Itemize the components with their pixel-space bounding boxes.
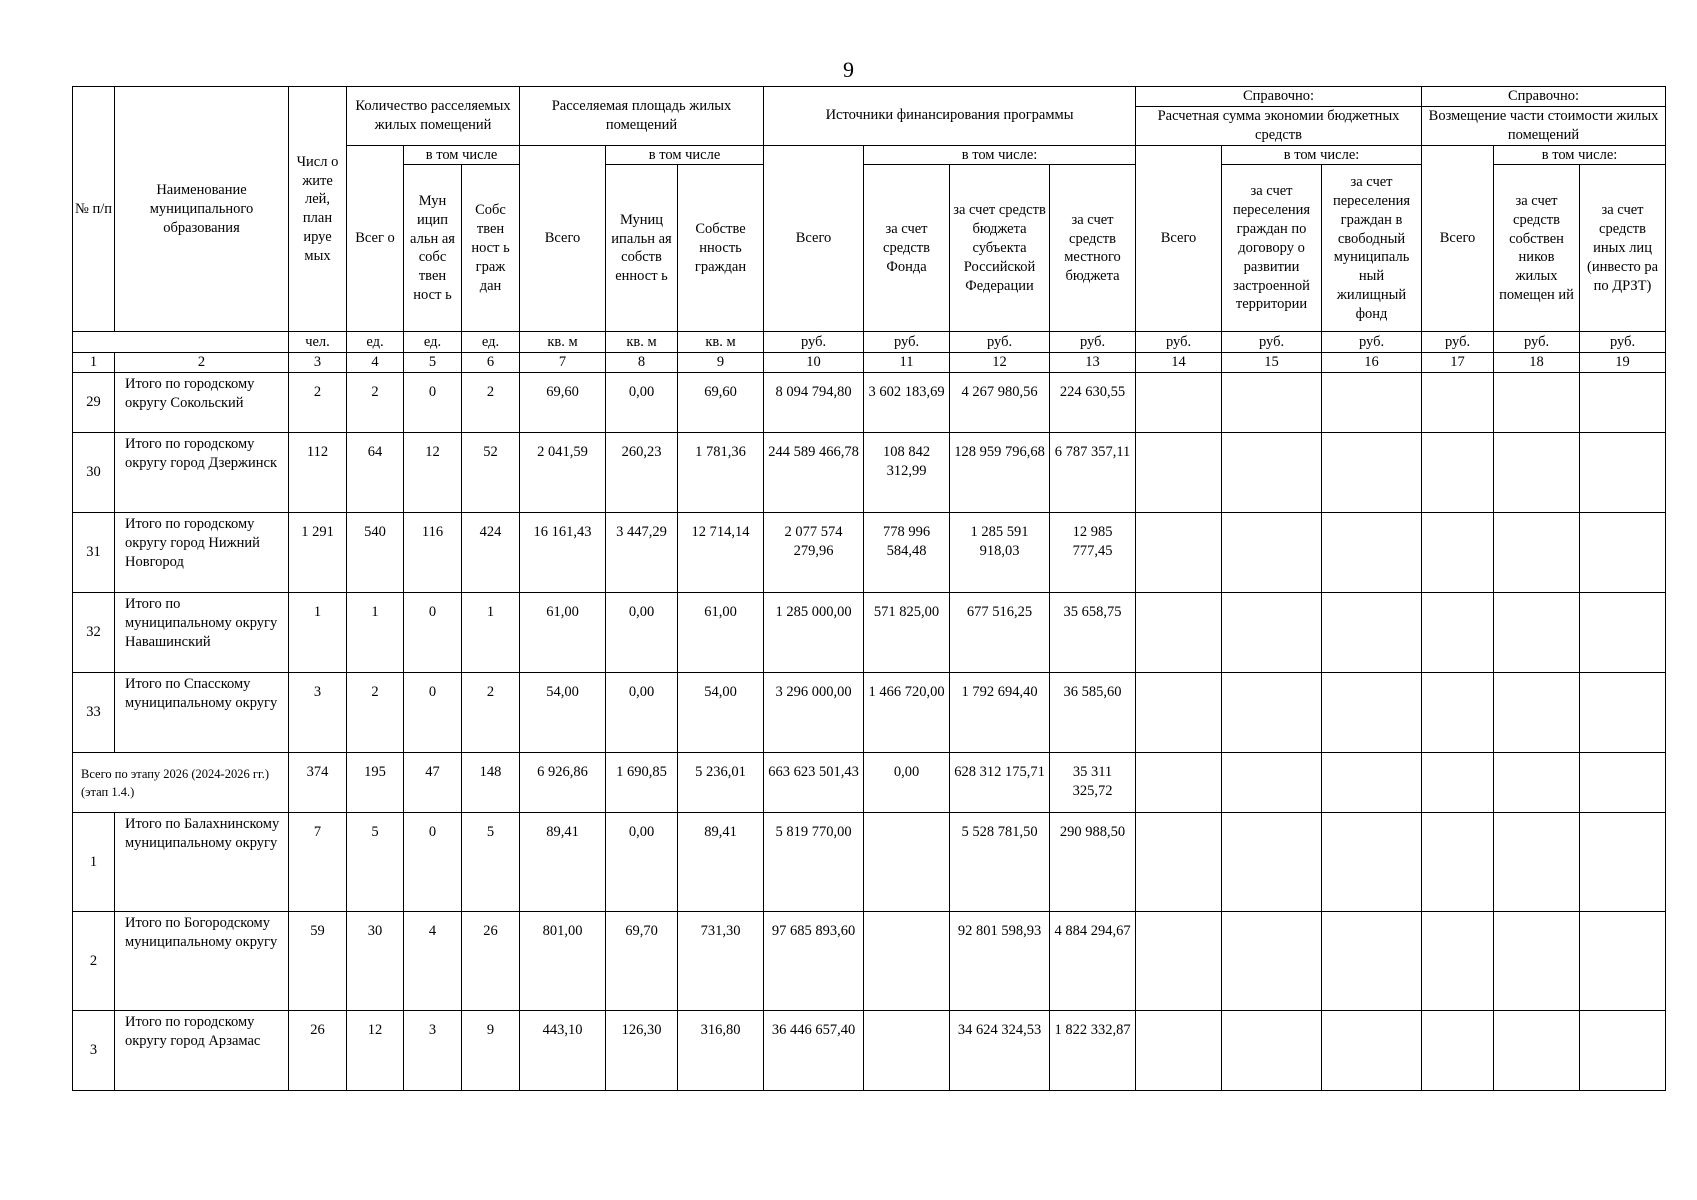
column-number: 14	[1136, 353, 1222, 373]
column-number: 2	[115, 353, 289, 373]
cell-rooms-mun: 47	[404, 753, 462, 813]
cell-fin-fund	[864, 813, 950, 912]
municipality-name: Итого по Богородскому муниципальному округу	[115, 912, 289, 1011]
cell-empty	[1494, 373, 1580, 433]
header-econ-total: Всего	[1136, 145, 1222, 332]
column-number: 7	[520, 353, 606, 373]
municipality-name: Итого по городскому округу город Арзамас	[115, 1011, 289, 1091]
header-rooms-mun: Мун ицип альн ая собс твен ност ь	[404, 165, 462, 332]
cell-fin-local: 36 585,60	[1050, 673, 1136, 753]
row-number: 2	[73, 912, 115, 1011]
cell-fin-total: 1 285 000,00	[764, 593, 864, 673]
cell-fin-total: 3 296 000,00	[764, 673, 864, 753]
cell-empty	[1136, 753, 1222, 813]
header-area-incl: в том числе	[606, 145, 764, 165]
cell-area-own: 316,80	[678, 1011, 764, 1091]
cell-empty	[1494, 912, 1580, 1011]
column-number: 16	[1322, 353, 1422, 373]
cell-rooms-total: 195	[347, 753, 404, 813]
cell-empty	[1322, 673, 1422, 753]
cell-rooms-own: 148	[462, 753, 520, 813]
cell-empty	[1222, 513, 1322, 593]
unit-cell: ед.	[462, 332, 520, 353]
unit-cell: ед.	[347, 332, 404, 353]
unit-cell: руб.	[1222, 332, 1322, 353]
unit-cell: руб.	[1580, 332, 1666, 353]
cell-area-total: 89,41	[520, 813, 606, 912]
cell-area-total: 69,60	[520, 373, 606, 433]
table-row	[73, 813, 1666, 912]
cell-fin-local: 1 822 332,87	[1050, 1011, 1136, 1091]
header-fin-local: за счет средств местного бюджета	[1050, 165, 1136, 332]
cell-fin-fund: 778 996 584,48	[864, 513, 950, 593]
header-comp-b: за счет средств иных лиц (инвесто ра по ДРЗТ)	[1580, 165, 1666, 332]
header-econ-incl: в том числе:	[1222, 145, 1422, 165]
unit-cell: руб.	[950, 332, 1050, 353]
cell-rooms-mun: 0	[404, 373, 462, 433]
cell-fin-subject: 128 959 796,68	[950, 433, 1050, 513]
cell-fin-local: 35 311 325,72	[1050, 753, 1136, 813]
cell-rooms-total: 2	[347, 673, 404, 753]
column-number: 6	[462, 353, 520, 373]
cell-fin-subject: 1 792 694,40	[950, 673, 1050, 753]
table-row	[73, 593, 1666, 673]
cell-empty	[1322, 513, 1422, 593]
cell-people: 374	[289, 753, 347, 813]
cell-fin-fund: 108 842 312,99	[864, 433, 950, 513]
cell-people: 26	[289, 1011, 347, 1091]
cell-empty	[1222, 593, 1322, 673]
table-row	[73, 673, 1666, 753]
cell-fin-fund: 0,00	[864, 753, 950, 813]
table-row	[73, 1011, 1666, 1091]
column-number: 10	[764, 353, 864, 373]
header-comp-group: Возмещение части стоимости жилых помещений	[1422, 106, 1666, 145]
cell-fin-local: 6 787 357,11	[1050, 433, 1136, 513]
unit-cell: руб.	[864, 332, 950, 353]
cell-empty	[1136, 593, 1222, 673]
cell-fin-subject: 5 528 781,50	[950, 813, 1050, 912]
cell-empty	[1494, 673, 1580, 753]
header-comp-a: за счет средств собствен ников жилых помещен ий	[1494, 165, 1580, 332]
table-row	[73, 513, 1666, 593]
header-area-own: Собстве нность граждан	[678, 165, 764, 332]
column-number: 11	[864, 353, 950, 373]
cell-empty	[1136, 373, 1222, 433]
cell-empty	[1136, 912, 1222, 1011]
unit-cell: руб.	[1322, 332, 1422, 353]
cell-area-total: 2 041,59	[520, 433, 606, 513]
header-fin-subject: за счет средств бюджета субъекта Российской Федерации	[950, 165, 1050, 332]
cell-empty	[1494, 513, 1580, 593]
page-number: 9	[843, 57, 854, 82]
cell-empty	[1222, 673, 1322, 753]
cell-rooms-own: 52	[462, 433, 520, 513]
cell-empty	[1136, 433, 1222, 513]
cell-empty	[1494, 1011, 1580, 1091]
row-number: 32	[73, 593, 115, 673]
unit-cell: чел.	[289, 332, 347, 353]
cell-area-mun: 3 447,29	[606, 513, 678, 593]
cell-empty	[1322, 593, 1422, 673]
cell-rooms-mun: 0	[404, 673, 462, 753]
cell-rooms-mun: 116	[404, 513, 462, 593]
cell-rooms-total: 30	[347, 912, 404, 1011]
cell-area-mun: 1 690,85	[606, 753, 678, 813]
cell-area-mun: 0,00	[606, 593, 678, 673]
total-label: Всего по этапу 2026 (2024-2026 гг.) (этап 1.4.)	[73, 753, 289, 813]
cell-fin-total: 244 589 466,78	[764, 433, 864, 513]
cell-fin-local: 224 630,55	[1050, 373, 1136, 433]
cell-fin-total: 8 094 794,80	[764, 373, 864, 433]
units-blank	[73, 332, 289, 353]
cell-rooms-own: 26	[462, 912, 520, 1011]
column-number: 15	[1222, 353, 1322, 373]
cell-rooms-own: 2	[462, 673, 520, 753]
cell-empty	[1422, 593, 1494, 673]
cell-fin-total: 2 077 574 279,96	[764, 513, 864, 593]
cell-empty	[1422, 813, 1494, 912]
row-number: 30	[73, 433, 115, 513]
cell-area-mun: 126,30	[606, 1011, 678, 1091]
table-row	[73, 433, 1666, 513]
cell-empty	[1222, 433, 1322, 513]
cell-fin-fund	[864, 912, 950, 1011]
cell-empty	[1494, 593, 1580, 673]
header-econ-b: за счет переселения граждан в свободный муниципаль ный жилищный фонд	[1322, 165, 1422, 332]
cell-area-mun: 0,00	[606, 673, 678, 753]
column-number: 1	[73, 353, 115, 373]
cell-fin-fund: 3 602 183,69	[864, 373, 950, 433]
cell-area-mun: 0,00	[606, 373, 678, 433]
cell-empty	[1580, 593, 1666, 673]
cell-fin-total: 663 623 501,43	[764, 753, 864, 813]
cell-empty	[1422, 373, 1494, 433]
cell-empty	[1222, 373, 1322, 433]
header-comp-total: Всего	[1422, 145, 1494, 332]
cell-fin-subject: 1 285 591 918,03	[950, 513, 1050, 593]
cell-rooms-mun: 12	[404, 433, 462, 513]
cell-empty	[1580, 673, 1666, 753]
cell-rooms-total: 5	[347, 813, 404, 912]
cell-fin-subject: 677 516,25	[950, 593, 1050, 673]
cell-fin-fund	[864, 1011, 950, 1091]
table-row	[73, 373, 1666, 433]
column-number: 4	[347, 353, 404, 373]
row-number: 31	[73, 513, 115, 593]
unit-cell: руб.	[1136, 332, 1222, 353]
column-number: 8	[606, 353, 678, 373]
cell-fin-fund: 1 466 720,00	[864, 673, 950, 753]
header-area-group: Расселяемая площадь жилых помещений	[520, 87, 764, 146]
cell-area-total: 54,00	[520, 673, 606, 753]
row-number: 33	[73, 673, 115, 753]
header-people: Числ о жите лей, план ируе мых	[289, 87, 347, 332]
cell-empty	[1494, 813, 1580, 912]
cell-area-total: 801,00	[520, 912, 606, 1011]
resettlement-table	[72, 86, 1666, 1091]
cell-empty	[1136, 673, 1222, 753]
cell-rooms-total: 12	[347, 1011, 404, 1091]
row-number: 3	[73, 1011, 115, 1091]
cell-empty	[1580, 373, 1666, 433]
cell-empty	[1322, 912, 1422, 1011]
row-number: 1	[73, 813, 115, 912]
municipality-name: Итого по Балахнинскому муниципальному округу	[115, 813, 289, 912]
header-ref-econ: Справочно:	[1136, 87, 1422, 107]
cell-rooms-own: 2	[462, 373, 520, 433]
cell-fin-local: 12 985 777,45	[1050, 513, 1136, 593]
cell-area-own: 89,41	[678, 813, 764, 912]
unit-cell: руб.	[1050, 332, 1136, 353]
cell-empty	[1322, 1011, 1422, 1091]
cell-empty	[1494, 753, 1580, 813]
cell-area-own: 12 714,14	[678, 513, 764, 593]
cell-empty	[1422, 673, 1494, 753]
column-number: 19	[1580, 353, 1666, 373]
unit-cell: руб.	[1422, 332, 1494, 353]
unit-cell: руб.	[1494, 332, 1580, 353]
unit-cell: кв. м	[520, 332, 606, 353]
cell-people: 59	[289, 912, 347, 1011]
cell-empty	[1580, 513, 1666, 593]
header-rooms-total: Всег о	[347, 145, 404, 332]
cell-rooms-mun: 0	[404, 813, 462, 912]
cell-area-total: 6 926,86	[520, 753, 606, 813]
header-fin-incl: в том числе:	[864, 145, 1136, 165]
cell-rooms-total: 1	[347, 593, 404, 673]
cell-fin-total: 36 446 657,40	[764, 1011, 864, 1091]
municipality-name: Итого по городскому округу город Дзержинск	[115, 433, 289, 513]
cell-empty	[1422, 513, 1494, 593]
column-number: 12	[950, 353, 1050, 373]
cell-rooms-mun: 0	[404, 593, 462, 673]
cell-empty	[1422, 753, 1494, 813]
column-number: 13	[1050, 353, 1136, 373]
cell-empty	[1580, 1011, 1666, 1091]
cell-fin-fund: 571 825,00	[864, 593, 950, 673]
unit-cell: кв. м	[606, 332, 678, 353]
cell-empty	[1580, 433, 1666, 513]
cell-rooms-total: 64	[347, 433, 404, 513]
cell-area-mun: 260,23	[606, 433, 678, 513]
header-area-mun: Муниц ипальн ая собств енност ь	[606, 165, 678, 332]
cell-empty	[1580, 813, 1666, 912]
header-fin-group: Источники финансирования программы	[764, 87, 1136, 146]
header-fin-total: Всего	[764, 145, 864, 332]
cell-fin-subject: 4 267 980,56	[950, 373, 1050, 433]
cell-rooms-own: 9	[462, 1011, 520, 1091]
cell-area-own: 731,30	[678, 912, 764, 1011]
cell-empty	[1222, 912, 1322, 1011]
cell-rooms-mun: 4	[404, 912, 462, 1011]
cell-people: 3	[289, 673, 347, 753]
total-row	[73, 753, 1666, 813]
cell-rooms-mun: 3	[404, 1011, 462, 1091]
cell-area-own: 5 236,01	[678, 753, 764, 813]
cell-fin-subject: 34 624 324,53	[950, 1011, 1050, 1091]
cell-empty	[1422, 433, 1494, 513]
column-number: 9	[678, 353, 764, 373]
cell-people: 1 291	[289, 513, 347, 593]
cell-empty	[1322, 813, 1422, 912]
header-rooms-group: Количество расселяемых жилых помещений	[347, 87, 520, 146]
cell-empty	[1322, 753, 1422, 813]
unit-cell: руб.	[764, 332, 864, 353]
cell-fin-total: 97 685 893,60	[764, 912, 864, 1011]
unit-cell: ед.	[404, 332, 462, 353]
cell-empty	[1136, 513, 1222, 593]
cell-empty	[1222, 753, 1322, 813]
cell-empty	[1322, 373, 1422, 433]
cell-empty	[1322, 433, 1422, 513]
cell-fin-local: 4 884 294,67	[1050, 912, 1136, 1011]
header-name: Наименование муниципального образования	[115, 87, 289, 332]
cell-fin-subject: 628 312 175,71	[950, 753, 1050, 813]
cell-fin-local: 290 988,50	[1050, 813, 1136, 912]
cell-fin-local: 35 658,75	[1050, 593, 1136, 673]
municipality-name: Итого по муниципальному округу Навашинский	[115, 593, 289, 673]
municipality-name: Итого по городскому округу город Нижний Новгород	[115, 513, 289, 593]
cell-area-own: 69,60	[678, 373, 764, 433]
cell-empty	[1136, 1011, 1222, 1091]
cell-people: 112	[289, 433, 347, 513]
cell-fin-total: 5 819 770,00	[764, 813, 864, 912]
cell-people: 2	[289, 373, 347, 433]
cell-area-own: 54,00	[678, 673, 764, 753]
column-number: 18	[1494, 353, 1580, 373]
unit-cell: кв. м	[678, 332, 764, 353]
municipality-name: Итого по городскому округу Сокольский	[115, 373, 289, 433]
cell-rooms-total: 2	[347, 373, 404, 433]
header-area-total: Всего	[520, 145, 606, 332]
cell-area-mun: 69,70	[606, 912, 678, 1011]
header-econ-a: за счет переселения граждан по договору о развитии застроенной территории	[1222, 165, 1322, 332]
cell-empty	[1136, 813, 1222, 912]
cell-empty	[1222, 1011, 1322, 1091]
cell-area-mun: 0,00	[606, 813, 678, 912]
cell-empty	[1580, 753, 1666, 813]
column-number: 17	[1422, 353, 1494, 373]
cell-rooms-own: 1	[462, 593, 520, 673]
row-number: 29	[73, 373, 115, 433]
cell-area-own: 61,00	[678, 593, 764, 673]
header-comp-incl: в том числе:	[1494, 145, 1666, 165]
header-rooms-incl: в том числе	[404, 145, 520, 165]
cell-empty	[1222, 813, 1322, 912]
cell-empty	[1494, 433, 1580, 513]
cell-rooms-own: 5	[462, 813, 520, 912]
header-econ-group: Расчетная сумма экономии бюджетных средств	[1136, 106, 1422, 145]
cell-empty	[1580, 912, 1666, 1011]
cell-area-total: 443,10	[520, 1011, 606, 1091]
column-number: 5	[404, 353, 462, 373]
column-number: 3	[289, 353, 347, 373]
cell-rooms-own: 424	[462, 513, 520, 593]
cell-area-own: 1 781,36	[678, 433, 764, 513]
header-ref-comp: Справочно:	[1422, 87, 1666, 107]
cell-fin-subject: 92 801 598,93	[950, 912, 1050, 1011]
cell-people: 7	[289, 813, 347, 912]
header-rooms-own: Собс твен ност ь граж дан	[462, 165, 520, 332]
cell-area-total: 16 161,43	[520, 513, 606, 593]
cell-rooms-total: 540	[347, 513, 404, 593]
table-row	[73, 912, 1666, 1011]
cell-empty	[1422, 912, 1494, 1011]
cell-empty	[1422, 1011, 1494, 1091]
cell-people: 1	[289, 593, 347, 673]
header-num: № п/п	[73, 87, 115, 332]
municipality-name: Итого по Спасскому муниципальному округу	[115, 673, 289, 753]
header-fin-fund: за счет средств Фонда	[864, 165, 950, 332]
cell-area-total: 61,00	[520, 593, 606, 673]
